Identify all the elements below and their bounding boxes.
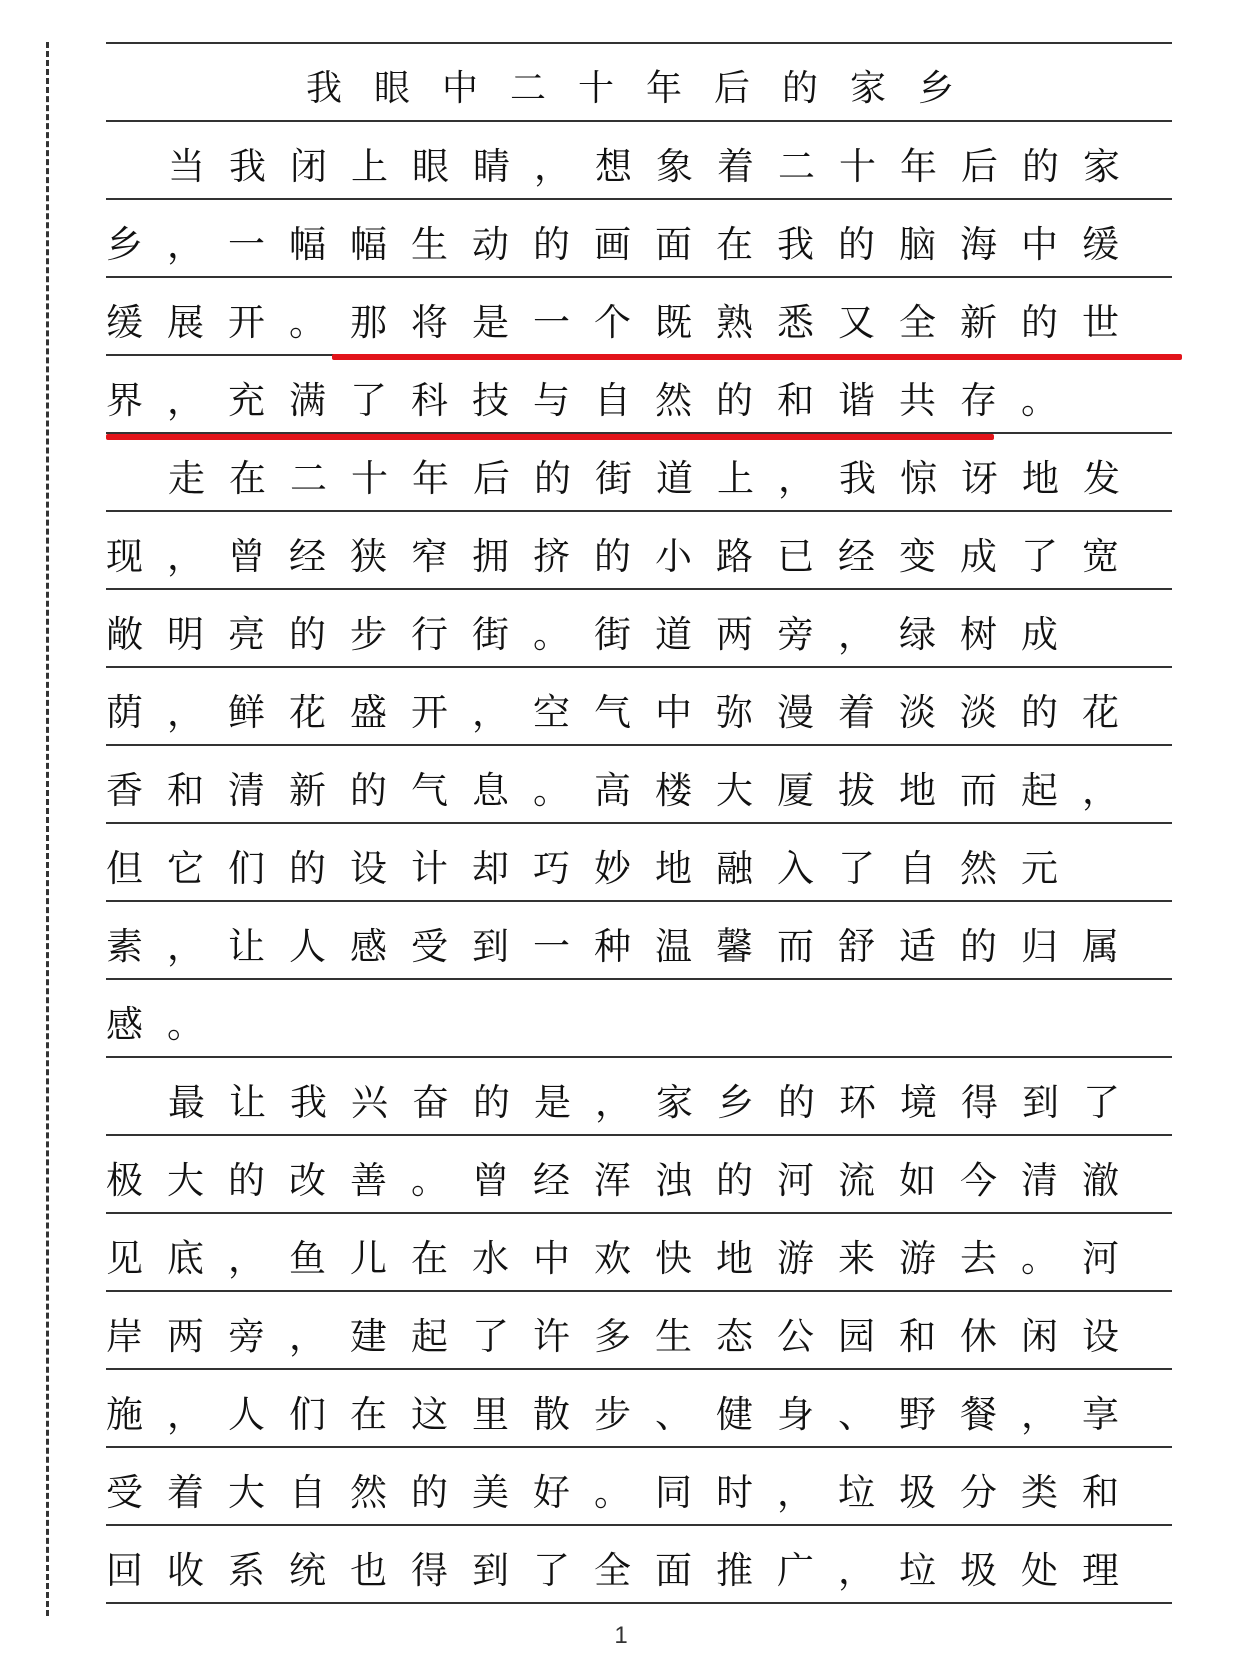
line-text: 回收系统也得到了全面推广，垃圾处理 <box>106 1549 1143 1592</box>
essay-title-row <box>106 44 1172 122</box>
line-text: 感。 <box>106 1003 228 1046</box>
text-line <box>106 590 1172 668</box>
text-line <box>106 434 1172 512</box>
text-line <box>106 356 1172 434</box>
line-text: 乡，一幅幅生动的画面在我的脑海中缓 <box>106 223 1143 266</box>
line-text: 当我闭上眼睛，想象着二十年后的家 <box>168 145 1144 188</box>
line-text: 香和清新的气息。高楼大厦拔地而起， <box>106 769 1143 812</box>
text-line <box>106 980 1172 1058</box>
text-line <box>106 1136 1172 1214</box>
line-text: 走在二十年后的街道上，我惊讶地发 <box>168 457 1144 500</box>
line-text: 施，人们在这里散步、健身、野餐，享 <box>106 1393 1143 1436</box>
line-text: 见底，鱼儿在水中欢快地游来游去。河 <box>106 1237 1143 1280</box>
essay-title: 我眼中二十年后的家乡 <box>306 68 987 109</box>
text-line <box>106 1058 1172 1136</box>
line-text: 但它们的设计却巧妙地融入了自然元 <box>106 847 1082 890</box>
text-line <box>106 1292 1172 1370</box>
text-line <box>106 1448 1172 1526</box>
line-text: 现，曾经狭窄拥挤的小路已经变成了宽 <box>106 535 1143 578</box>
line-text: 极大的改善。曾经浑浊的河流如今清澈 <box>106 1159 1143 1202</box>
line-text: 敞明亮的步行街。街道两旁，绿树成 <box>106 613 1082 656</box>
text-line <box>106 122 1172 200</box>
line-text: 岸两旁，建起了许多生态公园和休闲设 <box>106 1315 1143 1358</box>
text-line <box>106 512 1172 590</box>
text-line <box>106 824 1172 902</box>
handwriting-sheet <box>106 44 1172 1604</box>
line-text: 受着大自然的美好。同时，垃圾分类和 <box>106 1471 1143 1514</box>
left-margin-dashed-line <box>46 42 49 1616</box>
text-line <box>106 746 1172 824</box>
text-line <box>106 902 1172 980</box>
text-line <box>106 668 1172 746</box>
line-text: 最让我兴奋的是，家乡的环境得到了 <box>168 1081 1144 1124</box>
line-text: 界，充满了科技与自然的和谐共存。 <box>106 379 1082 422</box>
line-text: 荫，鲜花盛开，空气中弥漫着淡淡的花 <box>106 691 1143 734</box>
page-number: 1 <box>614 1622 628 1649</box>
text-line <box>106 1526 1172 1604</box>
line-text: 素，让人感受到一种温馨而舒适的归属 <box>106 925 1143 968</box>
text-line <box>106 278 1172 356</box>
text-line <box>106 200 1172 278</box>
line-text: 缓展开。那将是一个既熟悉又全新的世 <box>106 301 1143 344</box>
text-line <box>106 1214 1172 1292</box>
text-line <box>106 1370 1172 1448</box>
